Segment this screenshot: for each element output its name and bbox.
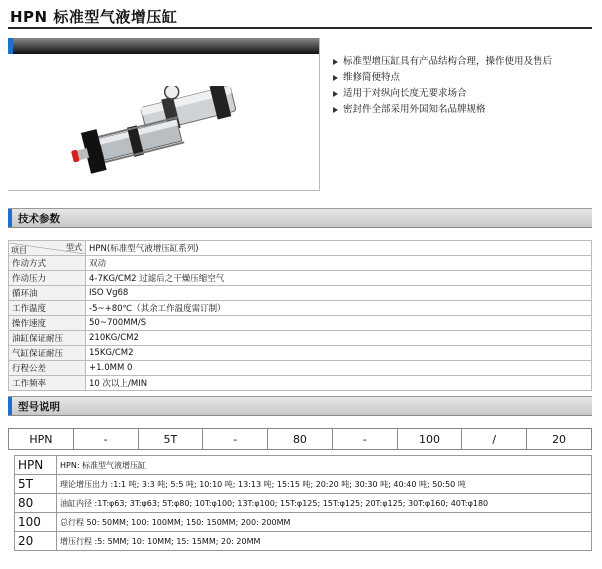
code-part: 20 (527, 429, 592, 450)
feature-list (333, 54, 583, 118)
model-desc: HPN: 标准型气液增压缸 (57, 456, 592, 475)
feature-item: 标准型增压缸具有产品结构合理，操作使用及售后 (333, 54, 583, 70)
code-separator: - (73, 429, 138, 450)
spec-value: 15KG/CM2 (86, 346, 592, 361)
spec-value: 双动 (86, 256, 592, 271)
product-image-header-bar (8, 38, 319, 54)
spec-label: 油缸保证耐压 (9, 331, 86, 346)
model-code: 5T (15, 475, 57, 494)
spec-row (9, 346, 592, 361)
spec-value: 10 次以上/MIN (86, 376, 592, 391)
spec-header-cell (9, 241, 86, 256)
model-section-header (8, 396, 592, 416)
spec-row (9, 271, 592, 286)
model-row (15, 513, 592, 532)
header-item-label: 项目 (11, 245, 27, 255)
page-title: HPN 标准型气液增压缸 (10, 8, 178, 26)
accent-marker (8, 209, 12, 227)
model-code: 80 (15, 494, 57, 513)
spec-label: 工作温度 (9, 301, 86, 316)
spec-label: 行程公差 (9, 361, 86, 376)
model-desc: 总行程 50: 50MM; 100: 100MM; 150: 150MM; 200: 200MM (57, 513, 592, 532)
diagonal-header (9, 243, 85, 254)
model-code: HPN (15, 456, 57, 475)
spec-value: 210KG/CM2 (86, 331, 592, 346)
model-row (15, 494, 592, 513)
code-part: 5T (138, 429, 203, 450)
spec-row (9, 256, 592, 271)
spec-header-row (9, 241, 592, 256)
feature-item-continued: 维修简便特点 (333, 70, 583, 86)
spec-section-header (8, 208, 592, 228)
accent-marker (8, 38, 13, 54)
code-separator: - (332, 429, 397, 450)
spec-row (9, 286, 592, 301)
spec-section-title: 技术参数 (18, 213, 60, 225)
code-separator: / (462, 429, 527, 450)
feature-item: 适用于对纵向长度无要求场合 (333, 86, 583, 102)
spec-value: +1.0MM 0 (86, 361, 592, 376)
spec-row (9, 316, 592, 331)
spec-label: 工作频率 (9, 376, 86, 391)
spec-value: -5~+80℃（其余工作温度需订制） (86, 301, 592, 316)
spec-label: 作动方式 (9, 256, 86, 271)
model-desc: 理论增压出力 :1:1 吨; 3:3 吨; 5:5 吨; 10:10 吨; 13:13 吨; 15:15 吨; 20:20 吨; 30:30 吨; 40:40 吨; 50:50 吨 (57, 475, 592, 494)
cylinder-product-image (70, 86, 250, 186)
code-separator: - (203, 429, 268, 450)
spec-label: 气缸保证耐压 (9, 346, 86, 361)
model-desc: 增压行程 :5: 5MM; 10: 10MM; 15: 15MM; 20: 20MM (57, 532, 592, 551)
spec-value: 4-7KG/CM2 过滤后之干燥压缩空气 (86, 271, 592, 286)
title-divider (8, 27, 592, 29)
spec-row (9, 361, 592, 376)
model-section-title: 型号说明 (18, 401, 60, 413)
model-code: 20 (15, 532, 57, 551)
model-row (15, 456, 592, 475)
spec-value: ISO Vg68 (86, 286, 592, 301)
model-row (15, 475, 592, 494)
model-desc: 油缸内径 :1T:φ63; 3T:φ63; 5T:φ80; 10T:φ100; 13T:φ100; 15T:φ125; 15T:φ125; 20T:φ125; 30T:φ160; 40T:φ180 (57, 494, 592, 513)
model-explanation-table (14, 455, 592, 551)
header-model-label: 型式 (66, 242, 82, 252)
spec-label: 作动压力 (9, 271, 86, 286)
model-code-row (8, 428, 592, 450)
feature-item: 密封件全部采用外国知名品牌规格 (333, 102, 583, 118)
model-code: 100 (15, 513, 57, 532)
code-part: 100 (397, 429, 462, 450)
model-row (15, 532, 592, 551)
spec-value: 50~700MM/S (86, 316, 592, 331)
code-part: HPN (9, 429, 74, 450)
code-part: 80 (268, 429, 333, 450)
spec-label: 操作速度 (9, 316, 86, 331)
spec-label: 循环油 (9, 286, 86, 301)
accent-marker (8, 397, 12, 415)
spec-row (9, 301, 592, 316)
spec-table (8, 240, 592, 391)
spec-row (9, 376, 592, 391)
spec-model-value: HPN(标准型气液增压缸系列) (86, 241, 592, 256)
spec-row (9, 331, 592, 346)
